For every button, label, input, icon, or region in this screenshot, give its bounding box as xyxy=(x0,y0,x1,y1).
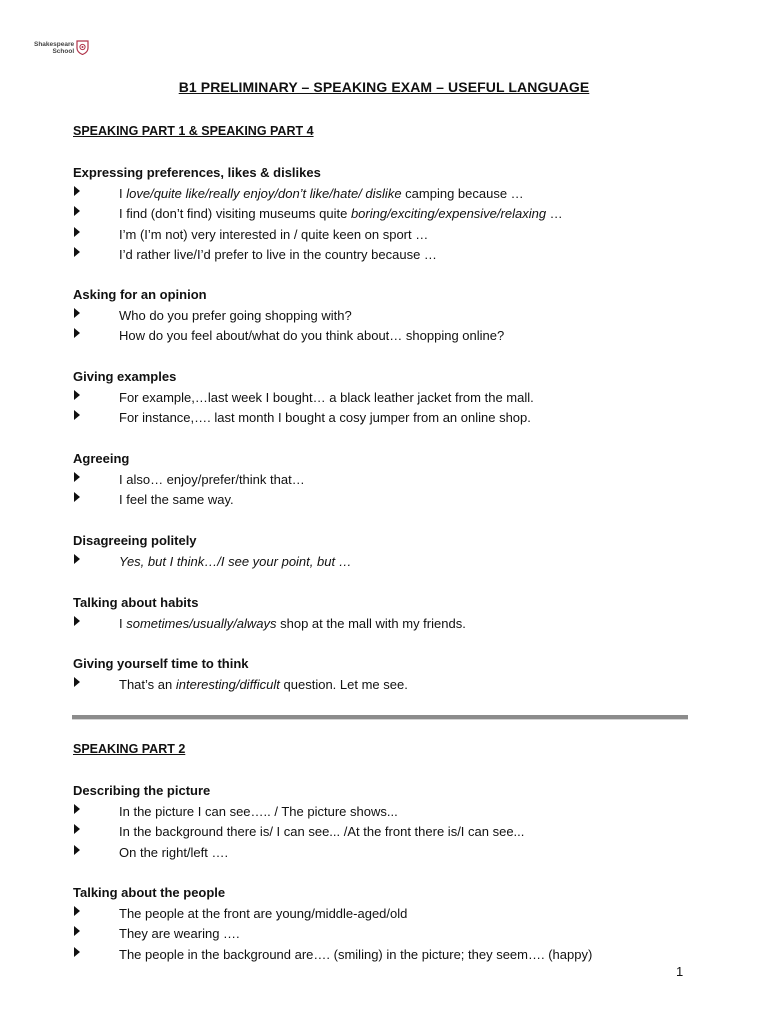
triangle-bullet-icon xyxy=(74,554,80,564)
section-heading: Giving yourself time to think xyxy=(73,656,249,671)
list-item xyxy=(73,824,525,840)
text-run: For instance,…. last month I bought a cosy jumper from an online shop. xyxy=(119,410,531,426)
italic-phrase: boring/exciting/expensive/relaxing xyxy=(350,206,547,222)
list-item-text xyxy=(119,206,563,221)
text-run: I’m (I’m not) very interested in / quite keen on sport … xyxy=(119,226,429,242)
section-heading: Expressing preferences, likes & dislikes xyxy=(73,165,321,180)
page-number: 1 xyxy=(676,964,684,979)
triangle-bullet-icon xyxy=(74,906,80,916)
text-run: I also… enjoy/prefer/think that… xyxy=(119,471,305,487)
text-run: … xyxy=(546,206,563,222)
logo-line-1: Shakespeare xyxy=(34,40,75,48)
list-item-text xyxy=(119,926,240,941)
triangle-bullet-icon xyxy=(74,492,80,502)
section-heading: Giving examples xyxy=(73,369,177,384)
list-item-text xyxy=(119,804,398,819)
text-run: I find (don’t find) visiting museums quite xyxy=(119,206,351,222)
text-run: How do you feel about/what do you think about… shopping online? xyxy=(119,328,505,344)
triangle-bullet-icon xyxy=(74,616,80,626)
list-item xyxy=(73,328,505,344)
list-item-text xyxy=(119,677,408,692)
section-divider xyxy=(72,715,688,720)
list-item xyxy=(73,676,408,692)
list-item xyxy=(73,247,437,263)
list-item xyxy=(73,926,240,942)
text-run: The people in the background are…. (smiling) in the picture; they seem…. (happy) xyxy=(119,946,593,962)
list-item xyxy=(73,905,408,921)
part-1-4-heading: SPEAKING PART 1 & SPEAKING PART 4 xyxy=(73,124,314,138)
list-item-text xyxy=(119,947,592,962)
list-item-text xyxy=(119,492,234,507)
part-2-heading: SPEAKING PART 2 xyxy=(73,742,186,756)
text-run: The people at the front are young/middle-aged/old xyxy=(119,905,408,921)
italic-phrase: love/quite like/really enjoy/don’t like/hate/ dislike xyxy=(126,185,402,201)
list-item xyxy=(73,226,429,242)
section-heading: Talking about the people xyxy=(73,885,226,900)
crest-icon xyxy=(76,40,89,55)
section-heading: Agreeing xyxy=(73,451,130,466)
section-heading: Disagreeing politely xyxy=(73,533,197,548)
text-run: In the picture I can see….. / The picture shows... xyxy=(119,803,398,819)
list-item-text xyxy=(119,616,466,631)
list-item-text xyxy=(119,227,428,242)
triangle-bullet-icon xyxy=(74,926,80,936)
text-run: question. Let me see. xyxy=(279,676,408,692)
list-item xyxy=(73,206,563,222)
list-item xyxy=(73,492,234,508)
list-item xyxy=(73,185,524,201)
triangle-bullet-icon xyxy=(74,186,80,196)
section-heading: Asking for an opinion xyxy=(73,287,207,302)
school-logo xyxy=(34,40,89,55)
list-item-text xyxy=(119,472,305,487)
list-item-text xyxy=(119,845,228,860)
triangle-bullet-icon xyxy=(74,308,80,318)
text-run: Who do you prefer going shopping with? xyxy=(119,307,352,323)
logo-line-2: School xyxy=(52,47,75,55)
list-item-text xyxy=(119,410,531,425)
triangle-bullet-icon xyxy=(74,824,80,834)
list-item xyxy=(73,307,352,323)
list-item xyxy=(73,471,305,487)
list-item xyxy=(73,946,593,962)
text-run: They are wearing …. xyxy=(119,926,240,942)
triangle-bullet-icon xyxy=(74,328,80,338)
text-run: That’s an xyxy=(119,676,176,692)
triangle-bullet-icon xyxy=(74,247,80,257)
triangle-bullet-icon xyxy=(74,472,80,482)
italic-phrase: sometimes/usually/always xyxy=(126,615,277,631)
list-item xyxy=(73,844,229,860)
list-item-text xyxy=(119,824,524,839)
triangle-bullet-icon xyxy=(74,947,80,957)
text-run: On the right/left …. xyxy=(119,844,229,860)
list-item xyxy=(73,803,398,819)
text-run: shop at the mall with my friends. xyxy=(276,615,466,631)
italic-phrase: Yes, but I think…/I see your point, but … xyxy=(119,553,352,569)
list-item xyxy=(73,615,466,631)
page-title: B1 PRELIMINARY – SPEAKING EXAM – USEFUL LANGUAGE xyxy=(178,79,590,95)
text-run: For example,…last week I bought… a black leather jacket from the mall. xyxy=(119,389,534,405)
text-run: In the background there is/ I can see... /At the front there is/I can see... xyxy=(119,824,525,840)
triangle-bullet-icon xyxy=(74,206,80,216)
triangle-bullet-icon xyxy=(74,845,80,855)
list-item xyxy=(73,389,534,405)
section-heading: Talking about habits xyxy=(73,595,199,610)
section-heading: Describing the picture xyxy=(73,783,211,798)
list-item xyxy=(73,410,531,426)
text-run: camping because … xyxy=(401,185,524,201)
list-item-text xyxy=(119,554,352,569)
list-item-text xyxy=(119,328,504,343)
text-run: I xyxy=(119,615,127,631)
triangle-bullet-icon xyxy=(74,390,80,400)
list-item-text xyxy=(119,247,437,262)
list-item-text xyxy=(119,390,534,405)
text-run: I feel the same way. xyxy=(119,492,234,508)
text-run: I xyxy=(119,185,127,201)
list-item-text xyxy=(119,906,407,921)
text-run: I’d rather live/I’d prefer to live in the country because … xyxy=(119,247,437,263)
triangle-bullet-icon xyxy=(74,804,80,814)
italic-phrase: interesting/difficult xyxy=(175,676,280,692)
list-item-text xyxy=(119,186,524,201)
triangle-bullet-icon xyxy=(74,410,80,420)
list-item xyxy=(73,553,352,569)
triangle-bullet-icon xyxy=(74,677,80,687)
triangle-bullet-icon xyxy=(74,227,80,237)
logo-text xyxy=(34,41,74,55)
list-item-text xyxy=(119,308,352,323)
